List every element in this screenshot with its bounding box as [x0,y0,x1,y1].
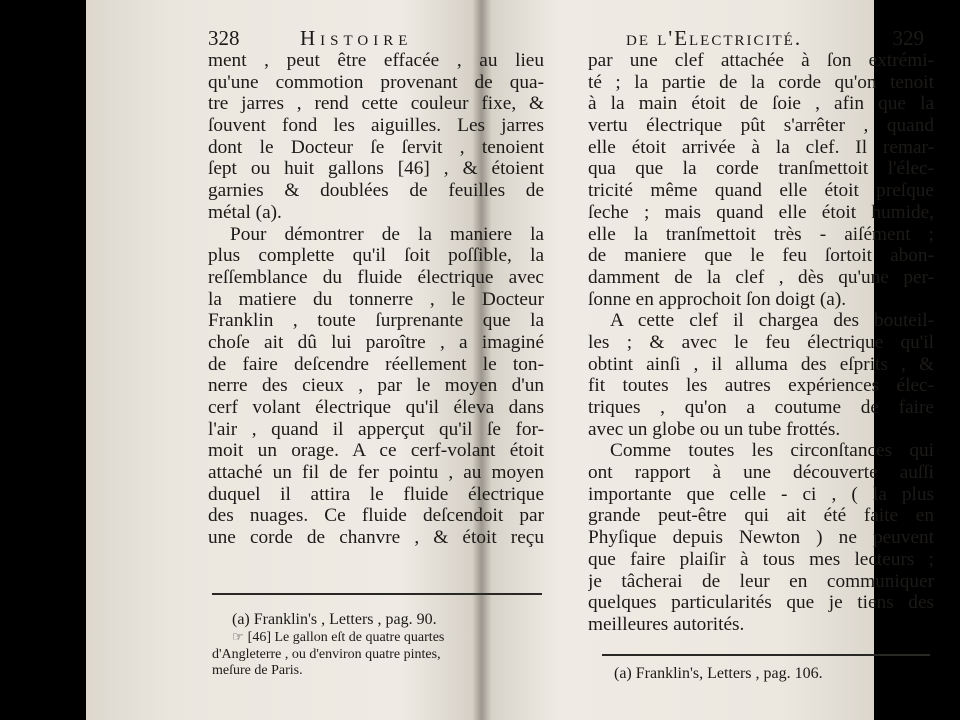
text-line: je tâcherai de leur en communiquer [588,570,934,592]
text-line: ont rapport à une découverte auſſi [588,462,934,484]
text-line: des nuages. Ce fluide deſcendoit par [208,505,544,527]
text-line: les ; & avec le feu électrique qu'il [588,331,934,353]
text-line: Phyſique depuis Newton ) ne peuvent [588,527,934,549]
text-line: plus complette qu'il ſoit poſſible, la [208,245,544,267]
text-line: attaché un fil de fer pointu , au moyen [208,462,544,484]
text-line: choſe ait dû lui paroître , a imaginé [208,331,544,353]
text-line: ſept ou huit gallons [46] , & étoient [208,158,544,180]
text-line: que faire plaiſir à tous mes lecteurs ; [588,548,934,570]
text-line: ſeche ; mais quand elle étoit humide, [588,201,934,223]
footnote: (a) Franklin's, Letters , pag. 106. [614,665,823,682]
right-page-number: 329 [892,26,924,50]
text-line: garnies & doublées de feuilles de [208,180,544,202]
text-line: meilleures autorités. [588,613,745,635]
text-line: tre jarres , rend cette couleur fixe, & [208,93,544,115]
text-line: qua que la corde tranſmettoit l'élec- [588,158,934,180]
text-line: duquel il attira le fluide électrique [208,483,544,505]
text-line: cerf volant électrique qu'il éleva dans [208,397,544,418]
text-line: une corde de chanvre , & étoit reçu [208,527,544,549]
text-line: nerre des cieux , par le moyen d'un [208,375,544,397]
text-line: té ; la partie de la corde qu'on tenoit [588,71,934,93]
footnote-rule [602,654,930,656]
left-page [204,0,544,720]
text-line: importante que celle - ci , ( la plus [588,483,934,505]
left-footnotes [212,610,544,680]
text-line: reſſemblance du fluide électrique avec [208,266,544,288]
right-body-text [588,50,934,636]
right-footnotes [614,664,934,683]
text-line: ſonne en approchoit ſon doigt (a). [588,288,847,310]
text-line: métal (a). [208,201,282,223]
text-line: obtint ainſi , il alluma des eſprits , & [588,353,934,375]
text-line: Comme toutes les circonſtances qui [610,440,934,462]
text-line: damment de la clef , dès qu'une per- [588,266,934,288]
left-page-number: 328 [208,26,240,50]
text-line: l'air , quand il apperçut qu'il ſe for- [208,418,544,440]
left-running-head [204,26,544,50]
footnote-rule [212,593,542,595]
text-line: Franklin , toute ſurprenante que la [208,310,544,332]
text-line: A cette clef il chargea des bouteil- [610,310,934,332]
text-line: de maniere que le feu ſortoit abon- [588,245,934,267]
text-line: vertu électrique pût s'arrêter , quand [588,115,934,137]
text-line: tricité même quand elle étoit preſque [588,180,934,202]
text-line: dont le Docteur ſe ſervit , tenoient [208,136,544,158]
text-line: avec un globe ou un tube frottés. [588,418,841,440]
pointing-hand-icon: ☞ [232,629,244,644]
text-line: Pour démontrer de la maniere la [230,223,544,245]
footnote-text: [46] Le gallon eſt de quatre quartes [247,630,445,645]
text-line: qu'une commotion provenant de qua- [208,71,544,93]
left-body-text [208,50,544,549]
footnote: (a) Franklin's , Letters , pag. 90. [232,611,437,628]
text-line: à la main étoit de ſoie , afin que la [588,93,934,115]
text-line: quelques particularités que je tiens des [588,592,934,614]
text-line: ment , peut être effacée , au lieu [208,50,544,71]
text-line: grande peut-être qui ait été faite en [588,505,934,527]
left-running-title: Histoire [300,26,413,50]
footnote: meſure de Paris. [212,663,303,678]
footnote: d'Angleterre , ou d'environ quatre pintes, [212,646,441,662]
open-book [86,0,934,720]
text-line: moit un orage. A ce cerf-volant étoit [208,440,544,462]
text-line: de faire deſcendre réellement le ton- [208,353,544,375]
right-running-head [584,26,934,50]
text-line: ſouvent fond les aiguilles. Les jarres [208,115,544,137]
text-line: elle la tranſmettoit très - aiſément ; [588,223,934,245]
text-line: fit toutes les autres expériences élec- [588,375,934,397]
right-running-title: de l'Electricité. [626,26,803,50]
text-line: la matiere du tonnerre , le Docteur [208,288,544,310]
footnote [212,629,544,647]
text-line: par une clef attachée à ſon extrémi- [588,50,934,71]
right-page [584,0,934,720]
text-line: triques , qu'on a coutume de faire [588,397,934,418]
text-line: elle étoit arrivée à la clef. Il remar- [588,136,934,158]
